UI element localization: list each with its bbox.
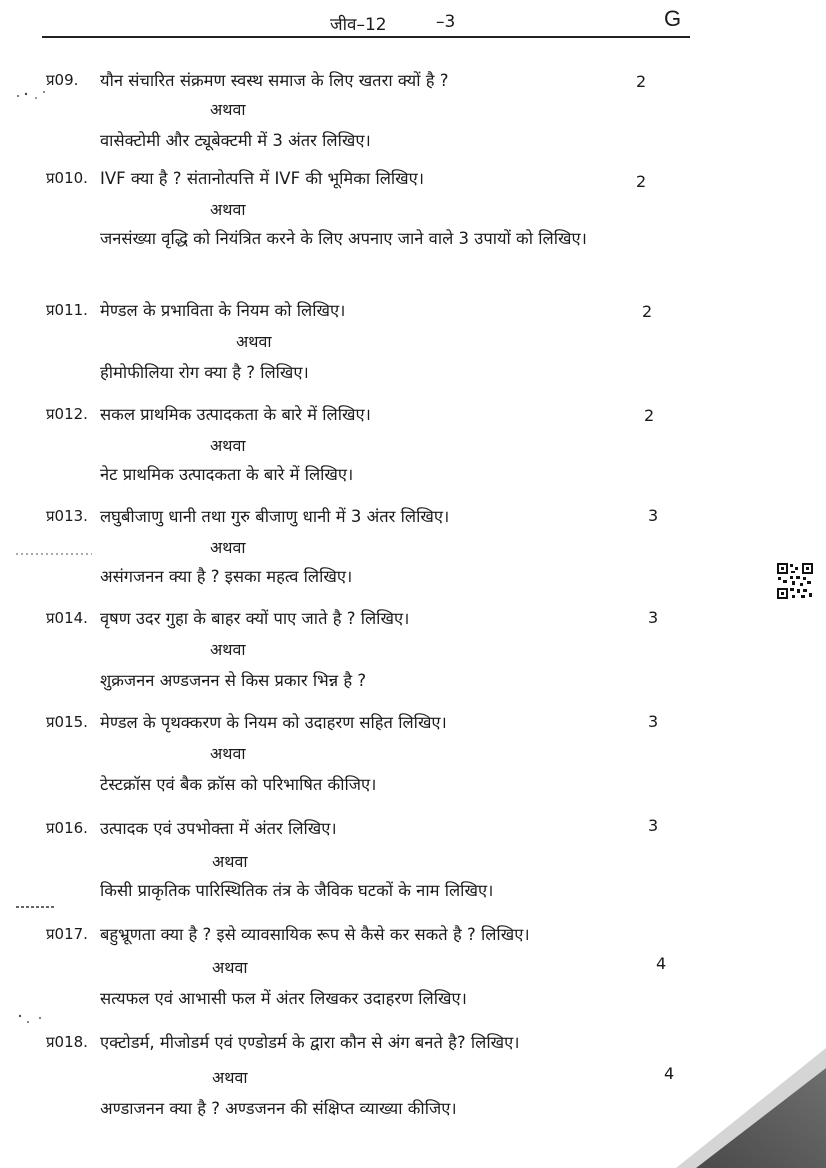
question-marks: 3 xyxy=(648,712,659,731)
question-text: मेण्डल के प्रभाविता के नियम को लिखिए। xyxy=(100,301,346,320)
question-text: उत्पादक एवं उपभोक्ता में अंतर लिखिए। xyxy=(100,819,337,838)
question-number: प्र015. xyxy=(46,713,88,731)
scan-noise xyxy=(14,548,94,560)
subject-code: जीव–12 xyxy=(330,15,387,35)
question-marks: 3 xyxy=(648,816,659,835)
question-text: IVF क्या है ? संतानोत्पत्ति में IVF की भूमिका लिखिए। xyxy=(100,169,425,188)
question-number: प्र014. xyxy=(46,609,88,627)
question-text: लघुबीजाणु धानी तथा गुरु बीजाणु धानी में 3 अंतर लिखिए। xyxy=(100,507,450,526)
alternative-question-text: जनसंख्या वृद्धि को नियंत्रित करने के लिए अपनाए जाने वाले 3 उपायों को लिखिए। xyxy=(100,229,587,248)
qr-code-icon xyxy=(776,562,814,600)
question-text: यौन संचारित संक्रमण स्वस्थ समाज के लिए खतरा क्यों है ? xyxy=(100,71,449,90)
page-header xyxy=(0,8,826,38)
scan-noise xyxy=(14,86,54,102)
question-number: प्र013. xyxy=(46,507,88,525)
or-label: अथवा xyxy=(210,100,246,119)
question-number: प्र018. xyxy=(46,1033,88,1051)
question-marks: 3 xyxy=(648,506,659,525)
question-marks: 2 xyxy=(644,406,655,425)
alternative-question-text: शुक्रजनन अण्डजनन से किस प्रकार भिन्न है ? xyxy=(100,671,367,690)
header-divider xyxy=(42,36,690,38)
scan-noise xyxy=(14,900,58,914)
or-label: अथवा xyxy=(210,200,246,219)
or-label: अथवा xyxy=(212,1068,248,1087)
or-label: अथवा xyxy=(210,640,246,659)
question-number: प्र010. xyxy=(46,169,88,187)
question-number: प्र09. xyxy=(46,71,79,89)
scan-shadow xyxy=(626,1028,826,1168)
or-label: अथवा xyxy=(210,538,246,557)
or-label: अथवा xyxy=(210,436,246,455)
alternative-question-text: असंगजनन क्या है ? इसका महत्व लिखिए। xyxy=(100,567,353,586)
or-label: अथवा xyxy=(236,332,272,351)
question-text: सकल प्राथमिक उत्पादकता के बारे में लिखिए। xyxy=(100,405,371,424)
or-label: अथवा xyxy=(210,744,246,763)
page-number: –3 xyxy=(436,12,456,32)
alternative-question-text: हीमोफीलिया रोग क्या है ? लिखिए। xyxy=(100,363,309,382)
alternative-question-text: सत्यफल एवं आभासी फल में अंतर लिखकर उदाहरण लिखिए। xyxy=(100,989,467,1008)
question-marks: 4 xyxy=(656,954,667,973)
question-text: वृषण उदर गुहा के बाहर क्यों पाए जाते है ? लिखिए। xyxy=(100,609,410,628)
scan-noise xyxy=(14,1010,54,1030)
question-marks: 2 xyxy=(642,302,653,321)
question-number: प्र016. xyxy=(46,819,88,837)
question-text: बहुभ्रूणता क्या है ? इसे व्यावसायिक रूप से कैसे कर सकते है ? लिखिए। xyxy=(100,925,530,944)
alternative-question-text: अण्डाजनन क्या है ? अण्डजनन की संक्षिप्त व्याख्या कीजिए। xyxy=(100,1099,457,1118)
question-marks: 2 xyxy=(636,72,647,91)
question-number: प्र012. xyxy=(46,405,88,423)
question-number: प्र011. xyxy=(46,301,88,319)
or-label: अथवा xyxy=(212,958,248,977)
alternative-question-text: किसी प्राकृतिक पारिस्थितिक तंत्र के जैविक घटकों के नाम लिखिए। xyxy=(100,881,494,900)
question-number: प्र017. xyxy=(46,925,88,943)
question-text: मेण्डल के पृथक्करण के नियम को उदाहरण सहित लिखिए। xyxy=(100,713,447,732)
alternative-question-text: टेस्टक्रॉस एवं बैक क्रॉस को परिभाषित कीजिए। xyxy=(100,775,377,794)
or-label: अथवा xyxy=(212,852,248,871)
question-marks: 3 xyxy=(648,608,659,627)
alternative-question-text: नेट प्राथमिक उत्पादकता के बारे में लिखिए। xyxy=(100,465,354,484)
alternative-question-text: वासेक्टोमी और ट्यूबेक्टमी में 3 अंतर लिखिए। xyxy=(100,131,371,150)
question-text: एक्टोडर्म, मीजोडर्म एवं एण्डोडर्म के द्वारा कौन से अंग बनते है? लिखिए। xyxy=(100,1033,520,1052)
question-marks: 4 xyxy=(664,1064,675,1083)
question-marks: 2 xyxy=(636,172,647,191)
paper-set: G xyxy=(664,6,682,31)
